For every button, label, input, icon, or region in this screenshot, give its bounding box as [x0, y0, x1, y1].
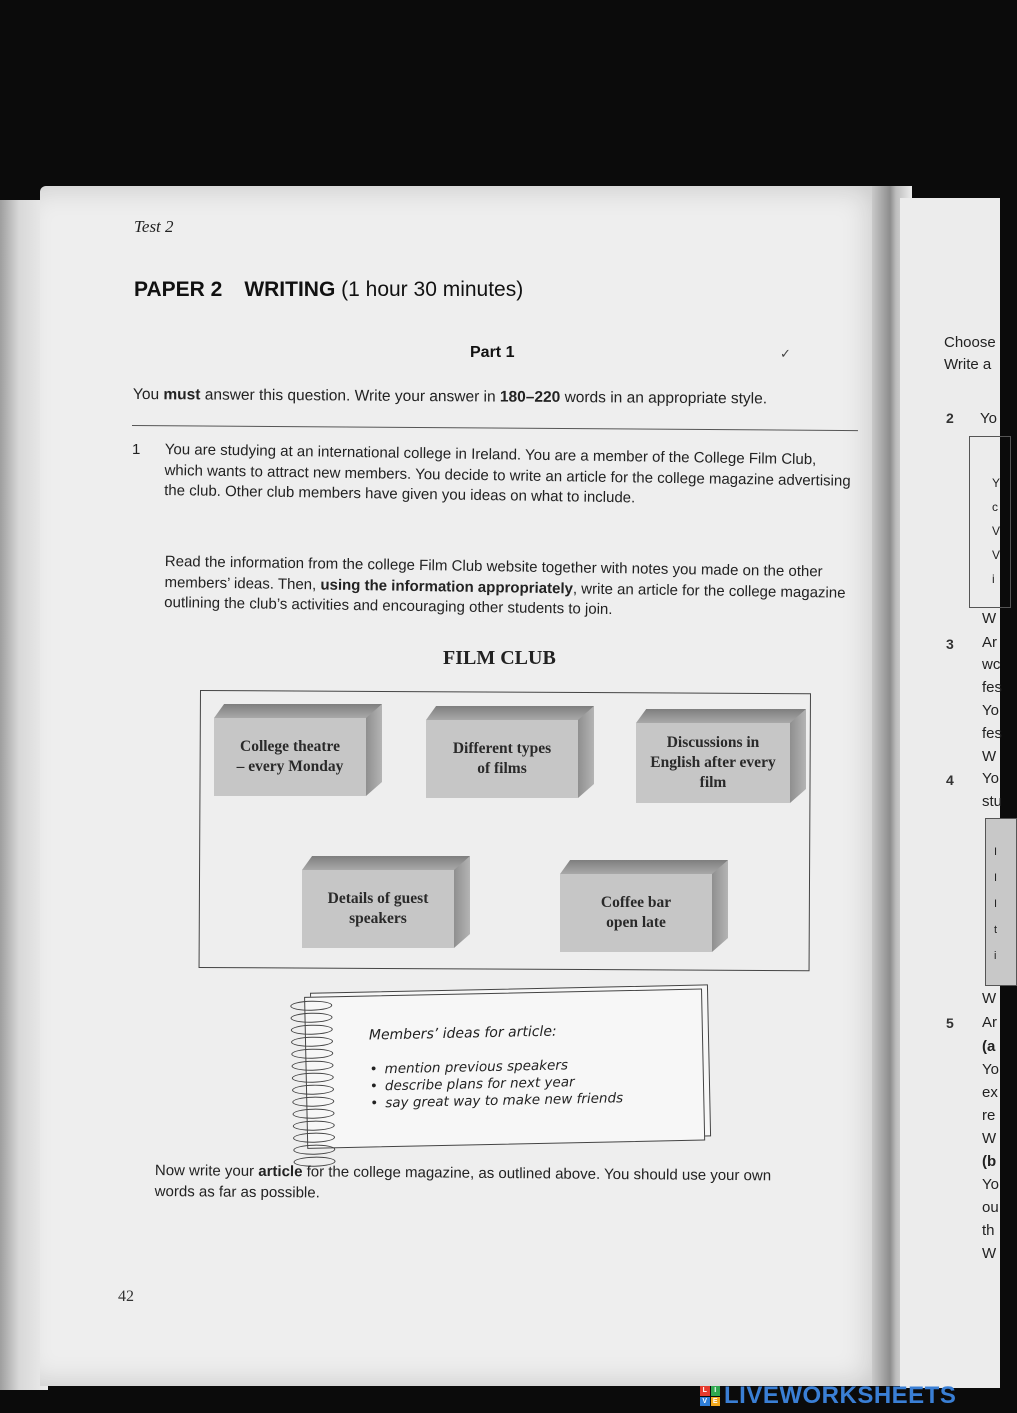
box-label: Details of guest speakers: [327, 890, 429, 927]
box-top: [560, 860, 728, 874]
list-item: • say great way to make new friends: [370, 1090, 623, 1112]
right-box2-letter: i: [994, 950, 997, 962]
question-paragraph-2: [164, 552, 857, 624]
box-label: Coffee bar open late: [600, 894, 672, 931]
right-q3-line: Ar: [982, 634, 997, 651]
right-box2-letter: t: [994, 924, 998, 936]
box-side: [454, 856, 470, 948]
right-q5-number: 5: [946, 1015, 954, 1031]
box-top: [636, 709, 806, 723]
right-q3-line: W: [982, 748, 997, 765]
right-q5-line: (a: [982, 1038, 996, 1055]
paper-heading: [134, 278, 523, 302]
right-q3-line: fes: [982, 679, 1003, 696]
box-front: [302, 870, 454, 948]
info-box-coffee-bar: [560, 860, 728, 952]
brand-text: LIVEWORKSHEETS: [724, 1382, 957, 1409]
info-box-types-of-films: [426, 706, 594, 798]
right-q5-line: (b: [982, 1153, 997, 1170]
notebook-title: Members’ ideas for article:: [368, 1023, 557, 1044]
para2-pre: Read the information from the college Film Club website together with notes you made on the other members’ ideas. Then,: [164, 552, 823, 593]
right-q4-number: 4: [946, 772, 954, 788]
box-side: [790, 709, 806, 803]
instruction-must: must: [163, 386, 201, 404]
right-box2-letter: I: [994, 872, 998, 884]
right-line-choose: Choose: [944, 334, 996, 351]
spiral-binding: [290, 1000, 335, 1167]
box-side: [578, 706, 594, 798]
box-top: [426, 706, 594, 720]
question-paragraph-1: You are studying at an international college in Ireland. You are a member of the College Film Club, which wants to attract new members. You decide to write an article for the college magazine advertising the club. Other club members have given you ideas on what to include.: [164, 440, 851, 507]
pencil-tick-mark: ✓: [780, 346, 791, 361]
right-q5-line: Yo: [982, 1176, 999, 1193]
closing-pre: Now write your: [154, 1161, 259, 1180]
right-q4-w: W: [982, 990, 997, 1007]
info-box-guest-speakers: [302, 856, 470, 948]
box-front: [214, 718, 366, 796]
right-box2-letter: I: [994, 898, 998, 910]
right-q3-number: 3: [946, 636, 954, 652]
box-front: [560, 874, 712, 952]
closing-bold: article: [258, 1162, 303, 1181]
closing-post: for the college magazine, as outlined above. You should use your own words as far as possible.: [154, 1163, 772, 1202]
info-box-college-theatre: [214, 704, 382, 796]
right-box-1: [969, 436, 1011, 608]
instruction-mid: answer this question. Write your answer in: [200, 386, 501, 406]
list-item: • mention previous speakers: [369, 1056, 622, 1078]
liveworksheets-brand[interactable]: [700, 1383, 956, 1409]
right-box-letter: Y: [992, 476, 1001, 490]
info-box-discussions: [636, 709, 806, 803]
box-front: [426, 720, 578, 798]
right-q5-line: W: [982, 1130, 997, 1147]
right-box2-letter: I: [994, 846, 998, 858]
right-q5-line: re: [982, 1107, 996, 1124]
instruction-word-count: 180–220: [499, 388, 561, 406]
notebook-list: [369, 1056, 623, 1112]
right-q5-line: ex: [982, 1084, 998, 1101]
right-q2-w: W: [982, 610, 997, 627]
box-top: [214, 704, 382, 718]
right-q5-line: th: [982, 1222, 995, 1239]
box-side: [366, 704, 382, 796]
right-q4-line: Yo: [982, 770, 999, 787]
question-number: 1: [132, 441, 141, 458]
right-box-2: [985, 818, 1017, 986]
section-label: WRITING: [244, 278, 336, 301]
right-q5-line: Ar: [982, 1014, 997, 1031]
page-number: 42: [118, 1288, 134, 1305]
box-label: Discussions in English after every film: [650, 734, 776, 791]
box-front: [636, 723, 790, 803]
list-item: • describe plans for next year: [370, 1073, 623, 1095]
part-title: Part 1: [470, 344, 515, 361]
right-q3-line: fes: [982, 725, 1003, 742]
instruction-pre: You: [132, 386, 164, 404]
box-top: [302, 856, 470, 870]
closing-instruction: [155, 1160, 815, 1208]
right-box-letter: V: [992, 524, 1001, 538]
film-club-title: FILM CLUB: [443, 647, 556, 669]
right-box-letter: c: [992, 500, 998, 514]
right-line-write: Write a: [944, 356, 992, 373]
box-label: Different types of films: [452, 740, 552, 777]
right-q5-line: W: [982, 1245, 997, 1262]
instruction-post: words in an appropriate style.: [560, 388, 768, 408]
liveworksheets-logo-icon: L I V E: [700, 1386, 720, 1406]
right-q3-line: Yo: [982, 702, 999, 719]
right-q2-number: 2: [946, 410, 954, 426]
right-q5-line: Yo: [982, 1061, 999, 1078]
para2-post: , write an article for the college magazine outlining the club’s activities and encouraging other students to join.: [164, 579, 846, 619]
right-q5-line: ou: [982, 1199, 999, 1216]
right-q2-text: Yo: [980, 410, 997, 427]
right-q3-line: wc: [982, 656, 1001, 673]
members-notebook: [298, 984, 709, 1149]
duration: (1 hour 30 minutes): [341, 278, 524, 301]
right-box-letter: i: [992, 572, 995, 586]
right-box-letter: V: [992, 548, 1001, 562]
box-side: [712, 860, 728, 952]
running-head: Test 2: [134, 217, 174, 236]
box-label: College theatre – every Monday: [236, 738, 344, 775]
para2-bold: using the information appropriately: [320, 575, 574, 597]
right-q4-line: stu: [982, 793, 1003, 810]
paper-label: PAPER 2: [134, 278, 223, 301]
